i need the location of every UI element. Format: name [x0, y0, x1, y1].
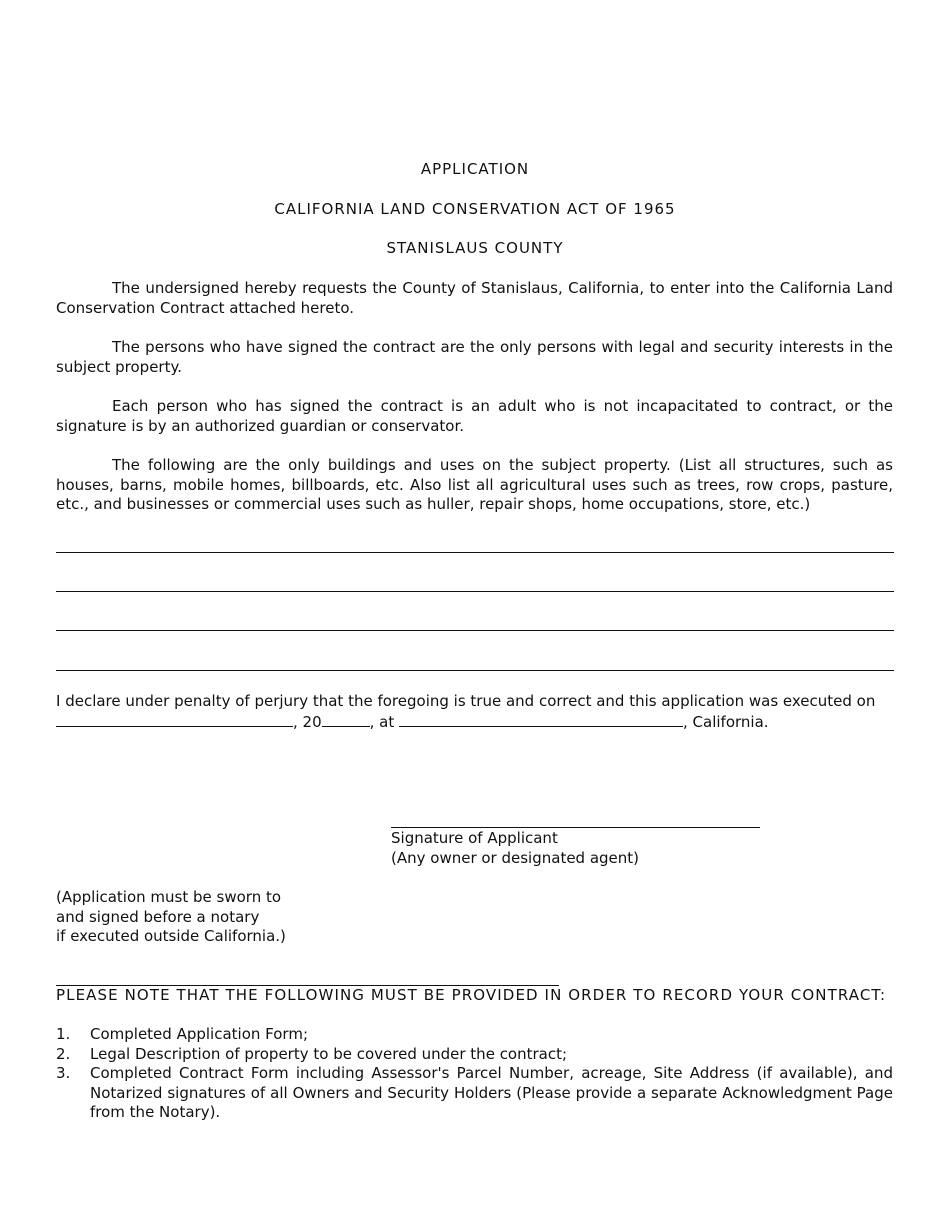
paragraph-adult [56, 397, 893, 436]
paragraph-persons [56, 338, 893, 377]
list-item [56, 1025, 893, 1045]
list-item [56, 1045, 893, 1065]
sworn-note-line-1: (Application must be sworn to [56, 888, 282, 906]
state-label: , California. [683, 712, 769, 731]
requirements-list [56, 1025, 893, 1123]
sworn-note-line-2: and signed before a notary [56, 908, 260, 926]
declaration [56, 692, 893, 732]
notice-heading: PLEASE NOTE THAT THE FOLLOWING MUST BE PROVIDED IN ORDER TO RECORD YOUR CONTRACT: [56, 986, 887, 1004]
signature-sublabel: (Any owner or designated agent) [391, 849, 640, 867]
act-title: CALIFORNIA LAND CONSERVATION ACT OF 1965 [274, 200, 676, 218]
paragraph-request-text: The undersigned hereby requests the County of Stanislaus, California, to enter into the California Land Conservation Contract attached hereto. [56, 279, 893, 317]
place-blank[interactable] [399, 712, 683, 727]
paragraph-adult-text: Each person who has signed the contract is an adult who is not incapacitated to contract, or the signature is by an authorized guardian or conservator. [56, 397, 893, 435]
county-title: STANISLAUS COUNTY [386, 239, 564, 257]
form-title: APPLICATION [420, 160, 530, 178]
list-item-text: Completed Application Form; [90, 1025, 308, 1043]
list-item-number: 2. [56, 1044, 71, 1063]
buildings-line-4[interactable] [56, 670, 894, 671]
signature-label: Signature of Applicant [391, 829, 558, 847]
declaration-text: I declare under penalty of perjury that the foregoing is true and correct and this application was executed on [56, 692, 876, 710]
year-prefix: , 20 [293, 712, 322, 731]
year-blank[interactable] [322, 712, 370, 727]
paragraph-buildings-text: The following are the only buildings and uses on the subject property. (List all structures, such as houses, barns, mobile homes, billboards, etc. Also list all agricultural uses such as trees, row crops, pasture, etc., and businesses or commercial uses such as huller, repair shops, home occupations, store, etc.) [56, 456, 893, 513]
list-item-number: 3. [56, 1064, 71, 1082]
sworn-note-line-3: if executed outside California.) [56, 927, 286, 945]
date-blank[interactable] [56, 712, 293, 727]
signature-line[interactable] [391, 827, 760, 828]
paragraph-buildings [56, 456, 893, 515]
at-label: , at [369, 712, 395, 731]
list-item-text: Completed Contract Form including Assessor's Parcel Number, acreage, Site Address (if available), and Notarized signatures of all Owners and Security Holders (Please provide a separate Acknowledgment Page from the Notary). [90, 1064, 893, 1121]
buildings-line-2[interactable] [56, 591, 894, 592]
list-item-text: Legal Description of property to be covered under the contract; [90, 1044, 568, 1063]
list-item [56, 1064, 893, 1123]
buildings-line-3[interactable] [56, 630, 894, 631]
paragraph-request [56, 279, 893, 318]
list-item-number: 1. [56, 1025, 71, 1043]
buildings-line-1[interactable] [56, 552, 894, 553]
paragraph-persons-text: The persons who have signed the contract are the only persons with legal and security interests in the subject property. [56, 338, 893, 376]
